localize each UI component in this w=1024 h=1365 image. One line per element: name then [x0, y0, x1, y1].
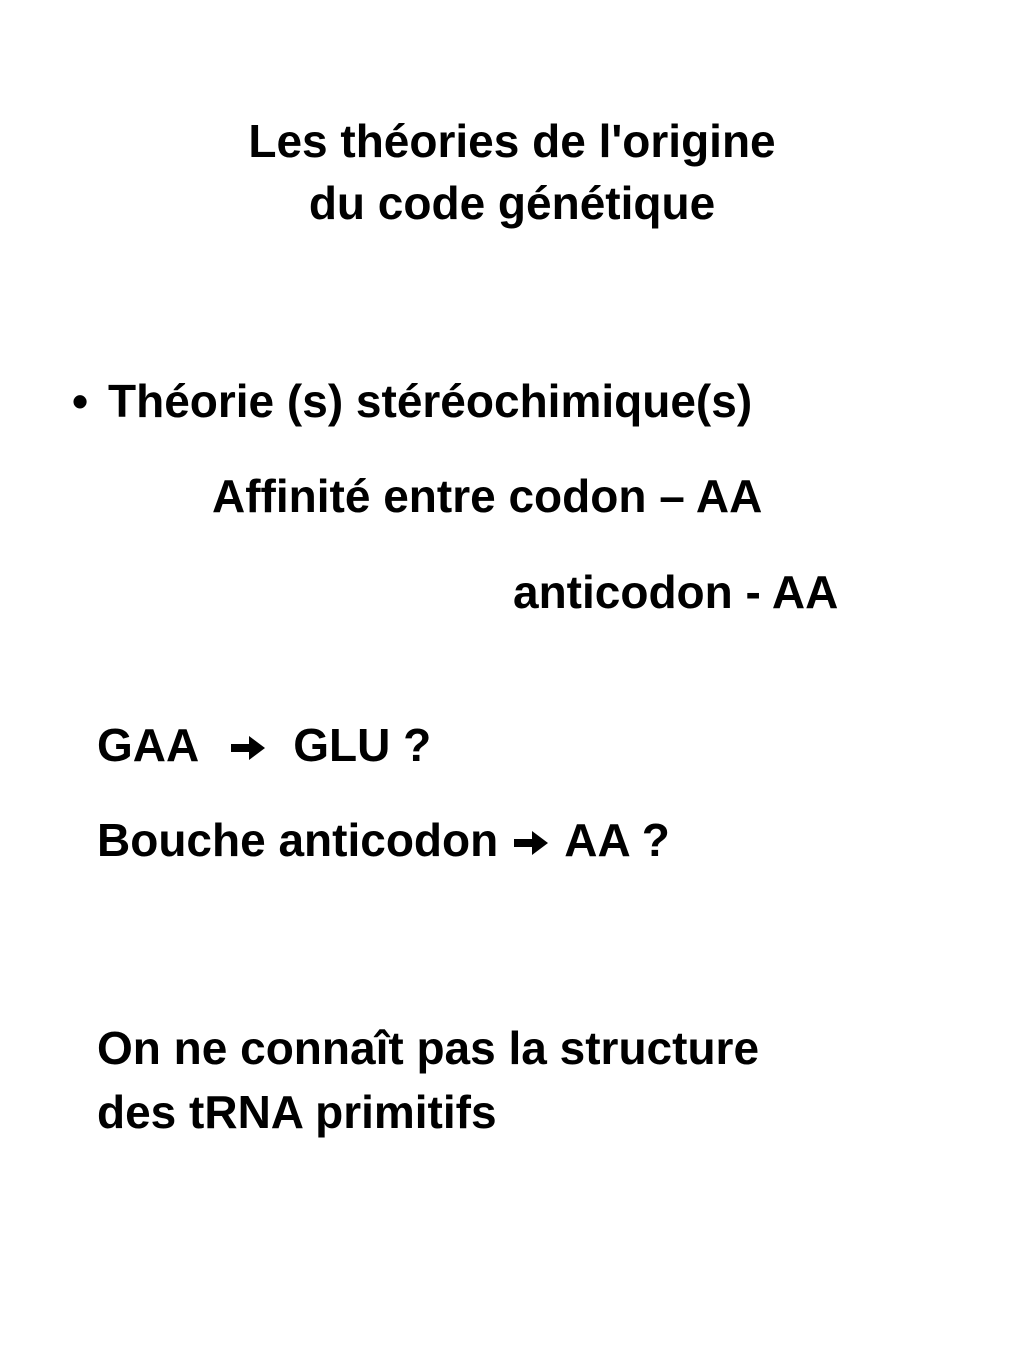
slide-title — [0, 110, 1024, 234]
right-arrow-icon — [229, 733, 267, 763]
bullet-marker: • — [72, 375, 89, 427]
bouche-anticodon: Bouche anticodon — [97, 814, 499, 866]
affinity-anticodon-line: anticodon - AA — [513, 566, 839, 618]
gaa-codon: GAA — [97, 719, 200, 771]
title-line-1: Les théories de l'origine — [248, 115, 776, 167]
amino-acid-question: AA ? — [564, 814, 670, 866]
bullet-text: Théorie (s) stéréochimique(s) — [108, 375, 753, 427]
gaa-example-line — [97, 717, 431, 773]
bullet-item — [72, 373, 752, 429]
glu-amino-acid: GLU ? — [293, 719, 432, 771]
bouche-example-line — [97, 812, 670, 868]
right-arrow-icon — [512, 828, 550, 858]
conclusion — [97, 1016, 759, 1144]
affinity-codon-line: Affinité entre codon – AA — [212, 470, 763, 522]
title-line-2: du code génétique — [308, 177, 716, 229]
conclusion-line-2: des tRNA primitifs — [97, 1086, 497, 1138]
conclusion-line-1: On ne connaît pas la structure — [97, 1022, 760, 1074]
